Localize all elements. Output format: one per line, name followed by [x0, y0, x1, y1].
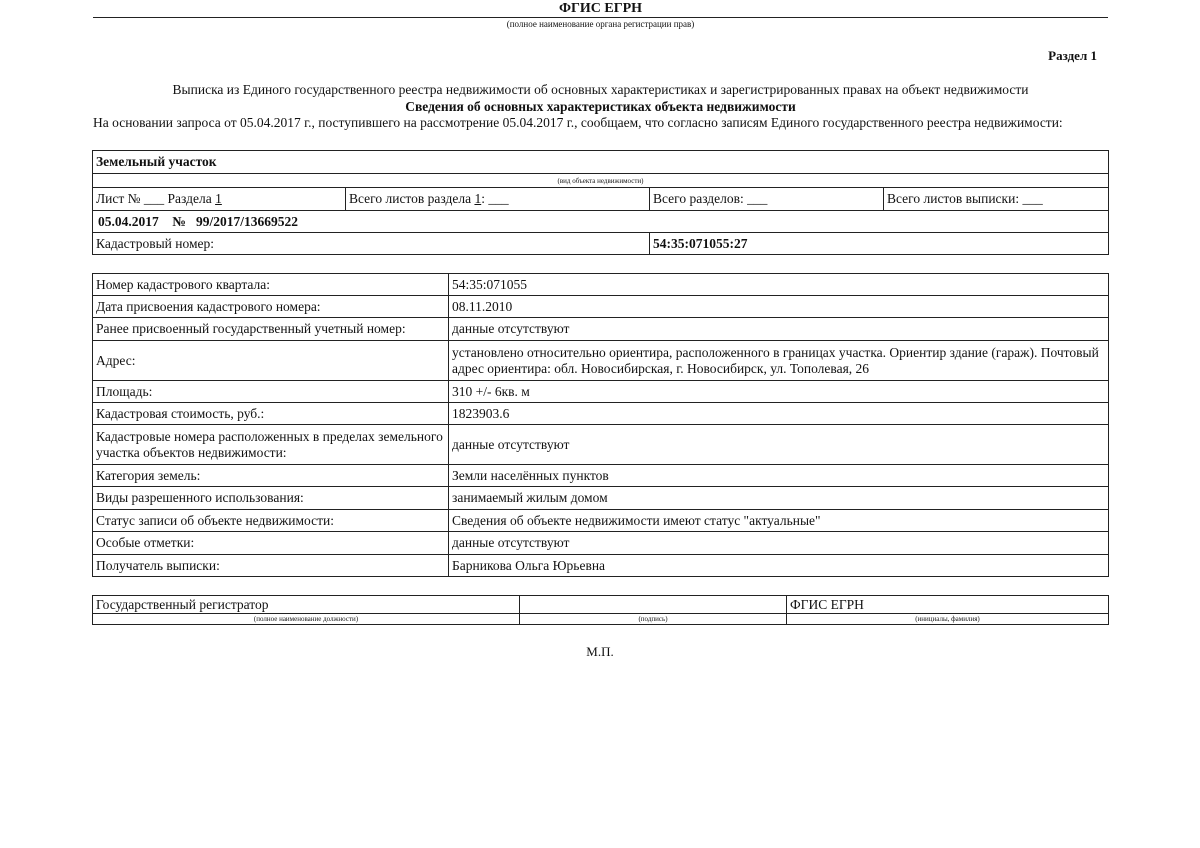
extract-number: 99/2017/13669522 — [195, 213, 298, 229]
detail-label: Площадь: — [93, 381, 449, 403]
sheet-number-cell — [93, 188, 346, 211]
total-sections: Всего разделов: ___ — [650, 188, 884, 211]
detail-label: Кадастровая стоимость, руб.: — [93, 403, 449, 425]
number-sign: № — [172, 213, 186, 229]
detail-value: 54:35:071055 — [449, 274, 1109, 296]
document-subtitle: Сведения об основных характеристиках объекта недвижимости — [405, 99, 796, 114]
registrar-name: ФГИС ЕГРН — [787, 596, 1109, 614]
total-sheets-suffix: : ___ — [481, 191, 509, 206]
detail-value: 1823903.6 — [449, 403, 1109, 425]
detail-value: занимаемый жилым домом — [449, 487, 1109, 510]
extract-date-number-row — [93, 211, 1109, 233]
section-label: Раздел 1 — [1048, 48, 1097, 63]
cadastral-number-row — [93, 233, 1109, 255]
position-caption: (полное наименование должности) — [93, 614, 520, 625]
sheet-section-number: 1 — [215, 191, 222, 206]
sheet-number-prefix: Лист № ___ Раздела — [96, 191, 216, 206]
detail-label: Кадастровые номера расположенных в пределах земельного участка объектов недвижимости: — [93, 425, 449, 465]
detail-row — [93, 318, 1109, 341]
detail-value: Сведения об объекте недвижимости имеют статус "актуальные" — [449, 510, 1109, 532]
detail-row — [93, 381, 1109, 403]
total-sheets-number: 1 — [474, 191, 482, 206]
detail-label: Получатель выписки: — [93, 555, 449, 577]
detail-value: установлено относительно ориентира, расположенного в границах участка. Ориентир здание (гараж). Почтовый адрес ориентира: обл. Новосибирская, г. Новосибирск, ул. Тополевая, 26 — [449, 341, 1109, 381]
object-type: Земельный участок — [93, 151, 1109, 174]
total-sheets-prefix: Всего листов раздела — [349, 191, 475, 206]
detail-row — [93, 425, 1109, 465]
detail-value: Барникова Ольга Юрьевна — [449, 555, 1109, 577]
registry-org-caption: (полное наименование органа регистрации прав) — [506, 19, 695, 29]
detail-value: данные отсутствуют — [449, 425, 1109, 465]
registrar-signature — [520, 596, 787, 614]
object-type-caption-row — [93, 174, 1109, 188]
object-details-table — [92, 273, 1109, 577]
detail-value: 08.11.2010 — [449, 296, 1109, 318]
total-extract-sheets: Всего листов выписки: ___ — [884, 188, 1109, 211]
extract-date: 05.04.2017 — [98, 213, 159, 229]
signature-row — [93, 596, 1109, 614]
signature-table — [92, 595, 1109, 625]
stamp-place: М.П. — [586, 644, 614, 659]
detail-value: 310 +/- 6кв. м — [449, 381, 1109, 403]
object-info-table — [92, 150, 1109, 255]
total-sheets-cell — [346, 188, 650, 211]
extract-date-number-cell — [93, 211, 1109, 233]
registrar-position: Государственный регистратор — [93, 596, 520, 614]
detail-label: Особые отметки: — [93, 532, 449, 555]
request-basis-text: На основании запроса от 05.04.2017 г., поступившего на рассмотрение 05.04.2017 г., сообщаем, что согласно записям Единого государственного реестра недвижимости: — [93, 115, 1063, 130]
detail-value: Земли населённых пунктов — [449, 465, 1109, 487]
registry-org-name: ФГИС ЕГРН — [558, 1, 643, 16]
detail-row — [93, 487, 1109, 510]
detail-row — [93, 296, 1109, 318]
detail-label: Категория земель: — [93, 465, 449, 487]
detail-row — [93, 532, 1109, 555]
detail-label: Номер кадастрового квартала: — [93, 274, 449, 296]
detail-label: Дата присвоения кадастрового номера: — [93, 296, 449, 318]
detail-row — [93, 403, 1109, 425]
signature-caption-row — [93, 614, 1109, 625]
detail-label: Ранее присвоенный государственный учетный номер: — [93, 318, 449, 341]
detail-row — [93, 274, 1109, 296]
name-caption: (инициалы, фамилия) — [787, 614, 1109, 625]
document-title: Выписка из Единого государственного реестра недвижимости об основных характеристиках и зарегистрированных правах на объект недвижимости — [172, 82, 1029, 97]
detail-row — [93, 465, 1109, 487]
detail-value: данные отсутствуют — [449, 532, 1109, 555]
cadastral-number-value: 54:35:071055:27 — [650, 233, 1109, 255]
detail-row — [93, 510, 1109, 532]
detail-row — [93, 555, 1109, 577]
detail-label: Статус записи об объекте недвижимости: — [93, 510, 449, 532]
detail-value: данные отсутствуют — [449, 318, 1109, 341]
detail-label: Адрес: — [93, 341, 449, 381]
signature-caption: (подпись) — [520, 614, 787, 625]
detail-row — [93, 341, 1109, 381]
cadastral-number-label: Кадастровый номер: — [93, 233, 650, 255]
object-type-caption: (вид объекта недвижимости) — [93, 174, 1109, 188]
object-type-row — [93, 151, 1109, 174]
sheet-info-row — [93, 188, 1109, 211]
detail-label: Виды разрешенного использования: — [93, 487, 449, 510]
